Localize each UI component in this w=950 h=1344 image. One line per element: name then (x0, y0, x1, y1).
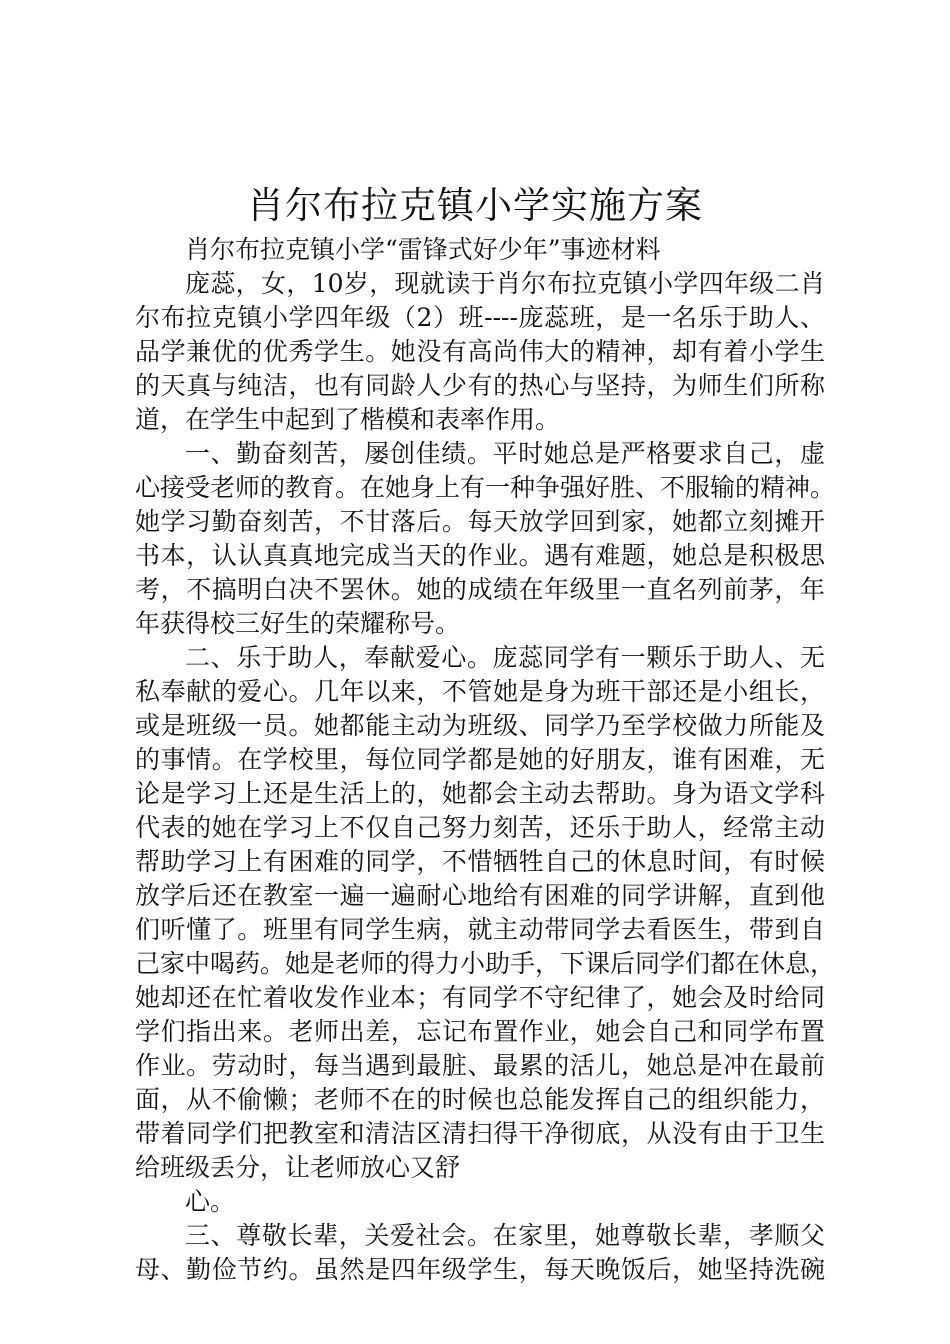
text-line: 放学后还在教室一遍一遍耐心地给有困难的同学讲解，直到他 (135, 881, 825, 910)
text-line: 心。 (185, 1187, 236, 1216)
text-line: 己家中喝药。她是老师的得力小助手，下课后同学们都在休息， (135, 949, 836, 978)
text-line: 三、尊敬长辈，关爱社会。在家里，她尊敬长辈，孝顺父 (185, 1221, 825, 1250)
text-line: 书本，认认真真地完成当天的作业。遇有难题，她总是积极思 (135, 541, 825, 570)
text-line: 品学兼优的优秀学生。她没有高尚伟大的精神，却有着小学生 (135, 337, 825, 366)
text-line: 她却还在忙着收发作业本；有同学不守纪律了，她会及时给同 (135, 983, 825, 1012)
text-line: 年获得校三好生的荣耀称号。 (135, 609, 461, 638)
text-line: 一、勤奋刻苦，屡创佳绩。平时她总是严格要求自己，虚 (185, 439, 825, 468)
text-line: 考，不搞明白决不罢休。她的成绩在年级里一直名列前茅，年 (135, 575, 825, 604)
text-line: 尔布拉克镇小学四年级（2）班----庞蕊班，是一名乐于助人、 (135, 303, 825, 332)
text-line: 她学习勤奋刻苦，不甘落后。每天放学回到家，她都立刻摊开 (135, 507, 825, 536)
text-line: 肖尔布拉克镇小学“雷锋式好少年”事迹材料 (185, 235, 661, 264)
text-line: 帮助学习上有困难的同学，不惜牺牲自己的休息时间，有时候 (135, 847, 825, 876)
text-line: 代表的她在学习上不仅自己努力刻苦，还乐于助人，经常主动 (135, 813, 825, 842)
text-line: 庞蕊，女，10岁，现就读于肖尔布拉克镇小学四年级二肖 (185, 269, 825, 298)
text-line: 私奉献的爱心。几年以来，不管她是身为班干部还是小组长， (135, 677, 825, 706)
text-line: 论是学习上还是生活上的，她都会主动去帮助。身为语文学科 (135, 779, 825, 808)
text-line: 的事情。在学校里，每位同学都是她的好朋友，谁有困难，无 (135, 745, 825, 774)
text-line: 作业。劳动时，每当遇到最脏、最累的活儿，她总是冲在最前 (135, 1051, 825, 1080)
text-line: 二、乐于助人，奉献爱心。庞蕊同学有一颗乐于助人、无 (185, 643, 825, 672)
text-line: 的天真与纯洁，也有同龄人少有的热心与坚持，为师生们所称 (135, 371, 825, 400)
document-body (135, 233, 836, 1287)
text-line: 给班级丢分，让老师放心又舒 (135, 1153, 461, 1182)
text-line: 道，在学生中起到了楷模和表率作用。 (135, 405, 561, 434)
document-title: 肖尔布拉克镇小学实施方案 (247, 184, 703, 227)
text-line: 们听懂了。班里有同学生病，就主动带同学去看医生，带到自 (135, 915, 825, 944)
text-line: 带着同学们把教室和清洁区清扫得干净彻底，从没有由于卫生 (135, 1119, 825, 1148)
text-line: 或是班级一员。她都能主动为班级、同学乃至学校做力所能及 (135, 711, 825, 740)
text-line: 面，从不偷懒；老师不在的时候也总能发挥自己的组织能力， (135, 1085, 825, 1114)
text-line: 学们指出来。老师出差，忘记布置作业，她会自己和同学布置 (135, 1017, 825, 1046)
text-line: 心接受老师的教育。在她身上有一种争强好胜、不服输的精神。 (135, 473, 836, 502)
text-line: 母、勤俭节约。虽然是四年级学生，每天晚饭后，她坚持洗碗 (135, 1255, 825, 1284)
